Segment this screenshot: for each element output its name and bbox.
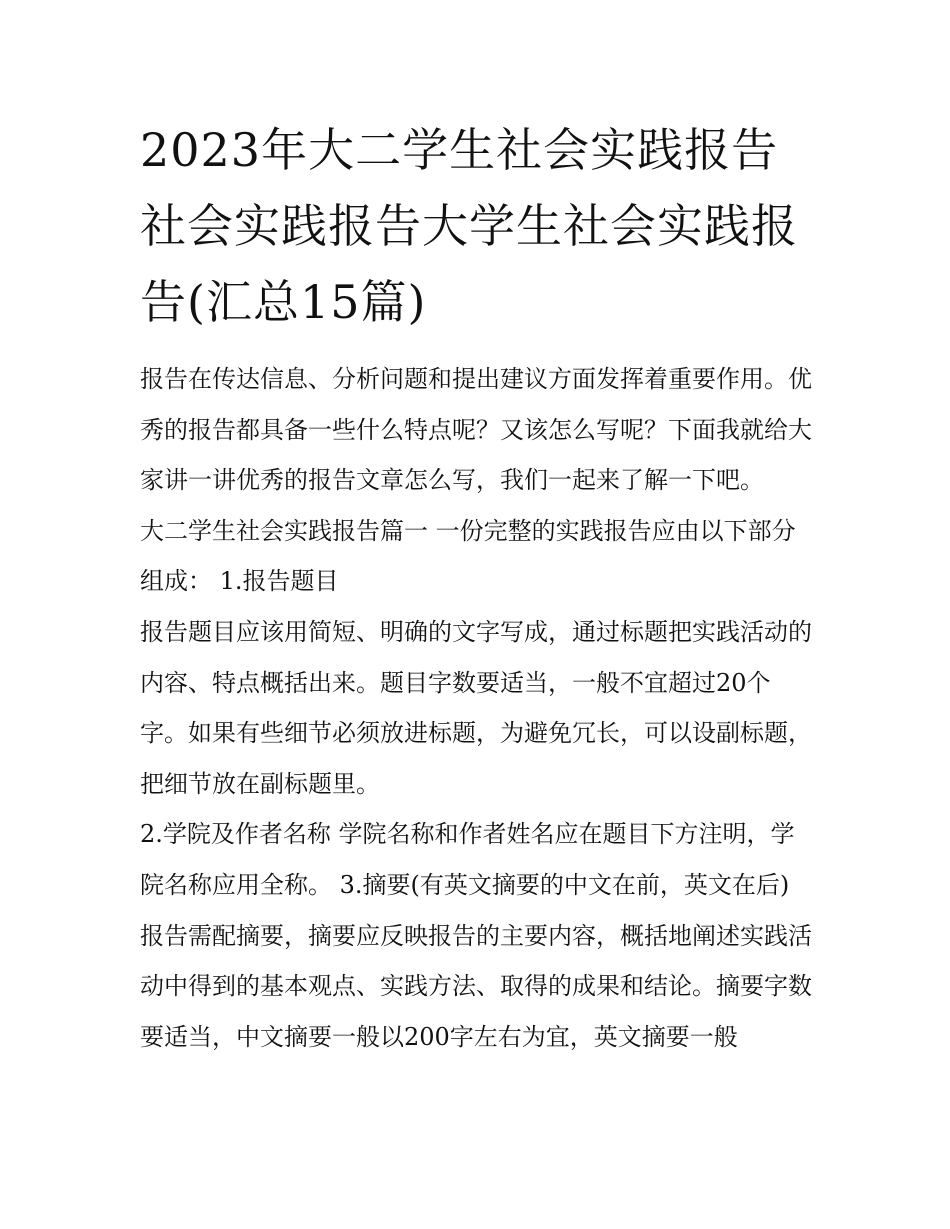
paragraph-report-title: 报告题目应该用简短、明确的文字写成，通过标题把实践活动的内容、特点概括出来。题目字数要适当，一般不宜超过20个字。如果有些细节必须放进标题，为避免冗长，可以设副标题，把细节放在副标题里。 — [140, 617, 812, 798]
document-body — [140, 354, 815, 1062]
document-title: 2023年大二学生社会实践报告社会实践报告大学生社会实践报告(汇总15篇) — [140, 123, 798, 329]
paragraph-section-one: 大二学生社会实践报告篇一 一份完整的实践报告应由以下部分组成： 1.报告题目 — [140, 516, 796, 596]
document-page — [140, 112, 815, 1062]
paragraph-intro: 报告在传达信息、分析问题和提出建议方面发挥着重要作用。优秀的报告都具备一些什么特点呢？又该怎么写呢？下面我就给大家讲一讲优秀的报告文章怎么写，我们一起来了解一下吧。 — [140, 365, 812, 495]
paragraph-college-author-abstract: 2.学院及作者名称 学院名称和作者姓名应在题目下方注明，学院名称应用全称。 3.摘要(有英文摘要的中文在前，英文在后) 报告需配摘要，摘要应反映报告的主要内容，概括地阐述实践活动中得到的基本观点、实践方法、取得的成果和结论。摘要字数要适当，中文摘要一般以200字左右为宜，英文摘要一般 — [140, 820, 812, 1051]
